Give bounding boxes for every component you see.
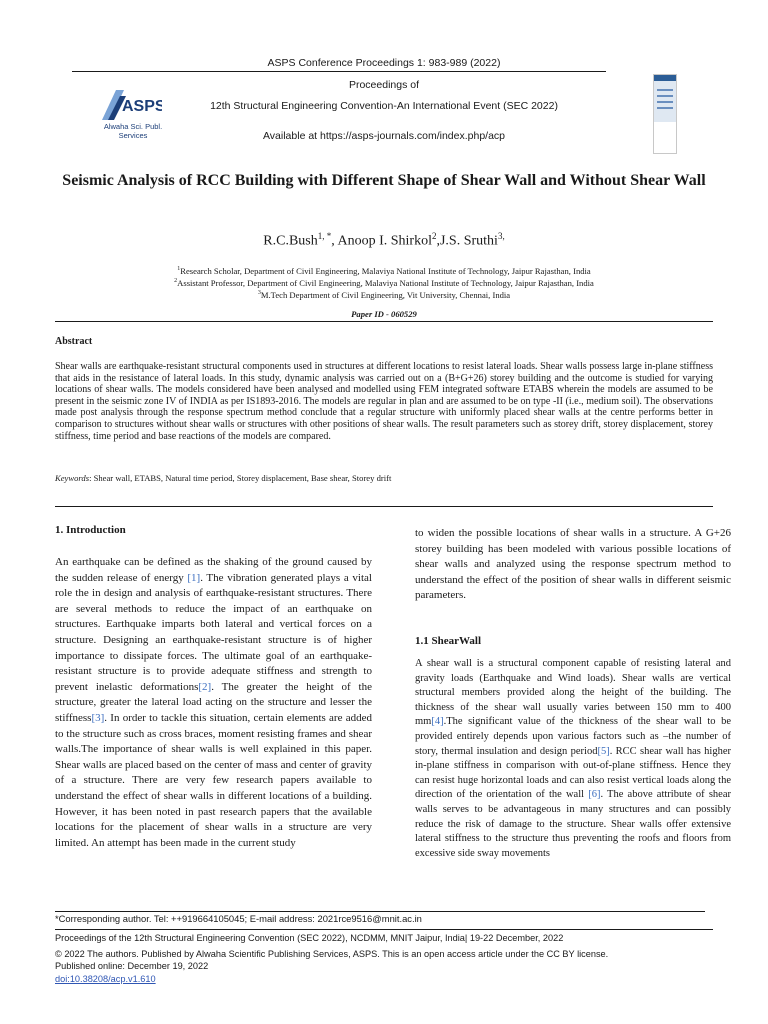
- divider: [55, 929, 713, 930]
- section-heading-shearwall: 1.1 ShearWall: [415, 635, 482, 647]
- section-heading-introduction: 1. Introduction: [55, 524, 126, 536]
- affiliation-2: $^2$Assistant Professor, Department of Civil Engineering, Malaviya National Institute of Technology, Jaipur Rajasthan, India: [174, 278, 594, 288]
- divider: [55, 911, 705, 912]
- proceedings-cover-thumbnail: [653, 74, 677, 154]
- abstract-text: Shear walls are earthquake-resistant structural components used in structures at different locations to resist lateral loads. Shear walls possess large in-plane stiffness that aids in the resistance of lateral loads. In this study, dynamic analysis was carried out on a (B+G+26) storey building and the outcome is studied for varying locations of shear walls. The models considered have been analysed and modelled using FEM integrated software ETABS wherein the models are assumed to be present in the seismic zone IV of INDIA as per IS1893-2016. The models are regular in plan and are assumed to be on type -II (i.e., medium soil). The observations made post analysis through the response spectrum method conclude that a regular structure with uniformly placed shear walls at the centre performs better in comparison to structures without shear walls or structures with other positions of shear walls. The result parameters such as storey drift, storey displacement, storey stiffness, time period and base reactions of the models are compared.: [55, 361, 713, 442]
- citation-link[interactable]: [5]: [597, 745, 610, 757]
- intro-paragraph: An earthquake can be defined as the shaking of the ground caused by the sudden release of energy [1]. The vibration generated plays a vital role the in design and analysis of earthquake-resistant structures. There are several methods to reduce the impact of an earthquake on structures. Earthquake imparts both lateral and vertical forces on a structure. Designing an earthquake-resistant structure is of higher importance to dissipate forces. The ultimate goal of an earthquake-resistant structure is to provide adequate stiffness and strength to prevent inelastic deformations[2]. The greater the height of the structure, greater the lateral load acting on the structure and lesser the stiffness[3]. In order to tackle this situation, certain elements are added to the structure such as cross braces, moment resisting frames and shear walls.The importance of shear walls is well explained in this paper. Shear walls are placed based on the center of mass and center of gravity of a structure. There are very few research papers available to understand the effect of shear walls in different locations of a building. However, it has been noted in past research papers that the available locations for the placement of shear walls in a structure are very limited. An attempt has been made in the current study: [55, 556, 372, 849]
- journal-url[interactable]: Available at https://asps-journals.com/index.php/acp: [262, 130, 506, 142]
- affiliation-1: $^1$Research Scholar, Department of Civil Engineering, Malaviya National Institute of Technology, Jaipur Rajasthan, India: [177, 266, 591, 276]
- intro-paragraph-continued: to widen the possible locations of shear walls in a structure. A G+26 storey building has been modeled with various possible locations of shear walls and analyzed using the response spectrum method to understand the effect of the position of shear walls in different seismic parameters.: [415, 527, 731, 602]
- logo-caption: Alwaha Sci. Publ. Services: [103, 122, 163, 140]
- conference-header: ASPS Conference Proceedings 1: 983-989 (2022): [267, 57, 501, 69]
- footer-published: Published online: December 19, 2022: [55, 961, 209, 971]
- proceedings-of: Proceedings of: [348, 79, 420, 91]
- paper-id: Paper ID - 060529: [351, 309, 417, 319]
- author-name: J.S. Sruthi: [439, 233, 498, 249]
- event-name: 12th Structural Engineering Convention-An International Event (SEC 2022): [210, 100, 558, 112]
- logo-text: ASPS: [122, 98, 162, 115]
- keywords: [55, 473, 713, 483]
- keywords-list: : Shear wall, ETABS, Natural time period, Storey displacement, Base shear, Storey drift: [89, 473, 392, 483]
- citation-link[interactable]: [1]: [187, 571, 201, 584]
- author-sup: 2: [431, 231, 437, 241]
- shearwall-paragraph: A shear wall is a structural component capable of resisting lateral and gravity loads (Earthquake and Wind loads). Shear walls are vertical structural members provided along the height of the building. The thickness of the shear wall usually varies between 150 mm to 400 mm[4].The significant value of the thickness of the shear wall to be provided entirely depends upon various factors such as –the number of story, thermal insulation and design period[5]. RCC shear wall has higher in-plane stiffness in comparison with out-of-plane stiffness. Hence they can resist huge horizontal loads and can also resist vertical loads along the direction of the orientation of the wall [6]. The above attribute of shear walls serves to be advantageous in many structures and can possibly reduce the risk of damage to the structure. Shear walls offer extensive lateral stiffness to the structure thus preventing the roofs and floors from excessive side sway movements: [415, 658, 732, 859]
- author-list: R.C.Bush$^{1, *}$, Anoop I. Shirkol$^2$,J.S. Sruthi$^{3,}$: [263, 231, 505, 249]
- citation-link[interactable]: [3]: [91, 711, 105, 724]
- doi-link[interactable]: doi:10.38208/acp.v1.610: [55, 974, 156, 984]
- author-sup: 1, *: [317, 231, 332, 241]
- header-rule-center: [190, 71, 606, 72]
- keywords-label: Keywords: [55, 473, 90, 483]
- author-name: R.C.Bush: [263, 233, 318, 249]
- author-sup: 3,: [497, 231, 505, 241]
- corresponding-author: *Corresponding author. Tel: ++919664105045; E-mail address: 2021rce9516@mnit.ac.in: [55, 913, 422, 924]
- citation-link[interactable]: [6]: [588, 789, 601, 801]
- asps-logo-icon: [100, 84, 162, 124]
- divider: [55, 506, 713, 507]
- abstract-heading: Abstract: [55, 336, 93, 347]
- citation-link[interactable]: [2]: [198, 680, 212, 693]
- footer-license: © 2022 The authors. Published by Alwaha Scientific Publishing Services, ASPS. This is an open access article under the CC BY license.: [55, 949, 609, 959]
- divider: [55, 321, 713, 322]
- header-rule-left: [72, 71, 190, 72]
- affiliation-3: $^3$M.Tech Department of Civil Engineering, Vit University, Chennai, India: [257, 290, 511, 300]
- citation-link[interactable]: [4]: [431, 716, 444, 728]
- footer-proceedings: Proceedings of the 12th Structural Engineering Convention (SEC 2022), NCDMM, MNIT Jaipur, India| 19-22 December, 2022: [55, 933, 564, 943]
- paper-title: Seismic Analysis of RCC Building with Different Shape of Shear Wall and Without Shear Wall: [62, 172, 706, 189]
- author-name: Anoop I. Shirkol: [337, 233, 432, 249]
